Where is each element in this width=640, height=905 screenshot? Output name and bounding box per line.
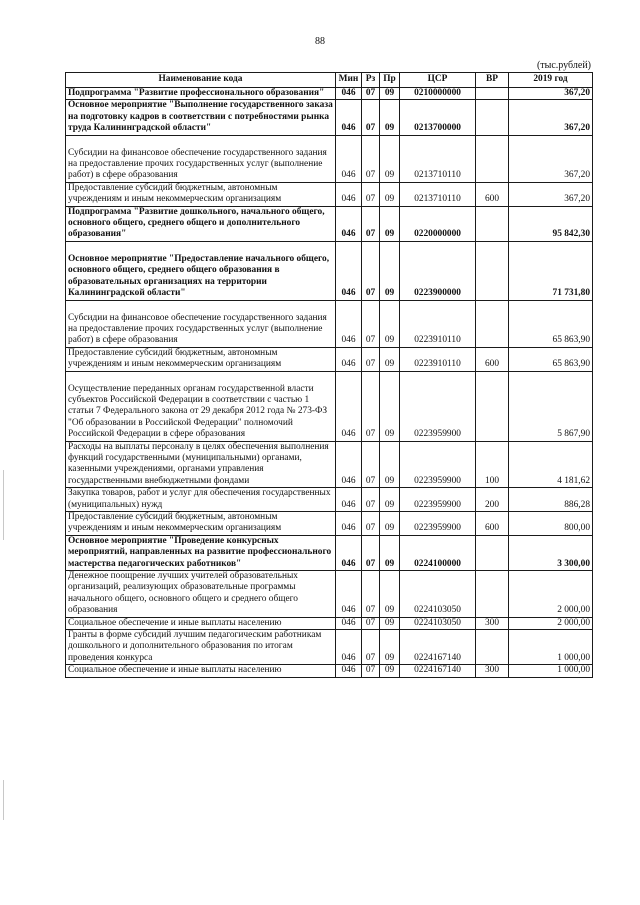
cell-amount: 4 181,62 (509, 441, 593, 488)
cell-vr: 600 (476, 347, 509, 371)
cell-vr: 200 (476, 488, 509, 512)
cell-vr (476, 241, 509, 300)
cell-csr: 0223910110 (400, 300, 476, 347)
cell-csr: 0213710110 (400, 135, 476, 182)
row-name-text: Гранты в форме субсидий лучшим педагогическим работникам дошкольного и дополнительного образования по итогам проведения конкурса (68, 630, 322, 663)
cell-csr: 0224167140 (400, 665, 476, 677)
cell-amount: 95 842,30 (509, 206, 593, 241)
header-rz: Рз (362, 73, 380, 88)
row-name-text: Предоставление субсидий бюджетным, автономным учреждениям и иным некоммерческим организациям (68, 512, 282, 534)
cell-rz: 07 (362, 100, 380, 135)
cell-amount: 1 000,00 (509, 665, 593, 677)
table-row (66, 441, 593, 488)
cell-csr: 0223900000 (400, 241, 476, 300)
cell-amount: 367,20 (509, 100, 593, 135)
cell-rz: 07 (362, 512, 380, 536)
cell-min: 046 (336, 512, 362, 536)
table-body (66, 88, 593, 678)
cell-name (66, 300, 336, 347)
cell-vr: 100 (476, 441, 509, 488)
cell-pr: 09 (380, 135, 400, 182)
row-name-text: Социальное обеспечение и иные выплаты населению (68, 617, 282, 628)
cell-min: 046 (336, 88, 362, 100)
header-pr: Пр (380, 73, 400, 88)
table-row (66, 535, 593, 570)
table-row (66, 100, 593, 135)
cell-name (66, 100, 336, 135)
cell-csr: 0224167140 (400, 630, 476, 665)
cell-pr: 09 (380, 206, 400, 241)
cell-rz: 07 (362, 347, 380, 371)
cell-rz: 07 (362, 371, 380, 441)
cell-vr (476, 371, 509, 441)
cell-vr (476, 206, 509, 241)
cell-pr: 09 (380, 535, 400, 570)
cell-pr: 09 (380, 371, 400, 441)
cell-amount: 65 863,90 (509, 347, 593, 371)
table-header-row (66, 73, 593, 88)
cell-name (66, 371, 336, 441)
row-name-text: Подпрограмма "Развитие дошкольного, начального общего, основного общего, среднего общего и дополнительного образования" (68, 206, 325, 240)
cell-vr: 600 (476, 512, 509, 536)
header-year: 2019 год (509, 73, 593, 88)
cell-rz: 07 (362, 441, 380, 488)
cell-pr: 09 (380, 630, 400, 665)
cell-amount: 5 867,90 (509, 371, 593, 441)
cell-csr: 0223959900 (400, 441, 476, 488)
cell-vr (476, 88, 509, 100)
cell-vr (476, 571, 509, 618)
cell-min: 046 (336, 100, 362, 135)
cell-rz: 07 (362, 571, 380, 618)
cell-rz: 07 (362, 135, 380, 182)
cell-amount: 367,20 (509, 182, 593, 206)
table-row (66, 241, 593, 300)
table-row (66, 571, 593, 618)
table-row (66, 371, 593, 441)
cell-name (66, 535, 336, 570)
cell-csr: 0224100000 (400, 535, 476, 570)
cell-min: 046 (336, 535, 362, 570)
scan-edge-mark (3, 780, 4, 820)
cell-rz: 07 (362, 300, 380, 347)
cell-pr: 09 (380, 100, 400, 135)
cell-name (66, 206, 336, 241)
cell-name (66, 617, 336, 629)
cell-rz: 07 (362, 617, 380, 629)
row-name-text: Осуществление переданных органам государственной власти субъектов Российской Федерации в соответствии с частью 1 статьи 7 Федерального закона от 29 декабря 2012 года № 273-ФЗ "Об образовании в Российской Федерации" полномочий Российской Федерации в сфере образования (68, 383, 328, 440)
cell-csr: 0223959900 (400, 488, 476, 512)
cell-amount: 1 000,00 (509, 630, 593, 665)
cell-pr: 09 (380, 571, 400, 618)
cell-name (66, 88, 336, 100)
cell-pr: 09 (380, 512, 400, 536)
cell-rz: 07 (362, 88, 380, 100)
header-vr: ВР (476, 73, 509, 88)
cell-pr: 09 (380, 88, 400, 100)
cell-pr: 09 (380, 347, 400, 371)
units-label: (тыс.рублей) (536, 60, 591, 71)
cell-amount: 71 731,80 (509, 241, 593, 300)
budget-table (65, 72, 593, 678)
cell-amount: 367,20 (509, 88, 593, 100)
cell-vr (476, 100, 509, 135)
row-name-text: Закупка товаров, работ и услуг для обеспечения государственных (муниципальных) нужд (68, 488, 331, 510)
cell-rz: 07 (362, 182, 380, 206)
table-row (66, 182, 593, 206)
cell-csr: 0224103050 (400, 571, 476, 618)
cell-rz: 07 (362, 535, 380, 570)
cell-pr: 09 (380, 617, 400, 629)
row-name-text: Денежное поощрение лучших учителей образовательных организаций, реализующих образовательные программы начального общего, основного общего и среднего общего образования (68, 571, 298, 616)
row-name-text: Субсидии на финансовое обеспечение государственного задания на предоставление прочих государственных услуг (выполнение работ) в сфере образования (68, 147, 327, 181)
cell-csr: 0223959900 (400, 512, 476, 536)
page-number: 88 (315, 36, 325, 47)
table-row (66, 88, 593, 100)
cell-amount: 65 863,90 (509, 300, 593, 347)
table-row (66, 665, 593, 677)
row-name-text: Расходы на выплаты персоналу в целях обеспечения выполнения функций государственными (муниципальными) органами, казенными учреждениями, органами управления государственными внебюджетными фондами (68, 441, 329, 486)
cell-pr: 09 (380, 488, 400, 512)
cell-name (66, 182, 336, 206)
cell-amount: 886,28 (509, 488, 593, 512)
cell-name (66, 512, 336, 536)
row-name-text: Предоставление субсидий бюджетным, автономным учреждениям и иным некоммерческим организациям (68, 347, 282, 370)
cell-rz: 07 (362, 665, 380, 677)
cell-vr (476, 535, 509, 570)
cell-vr (476, 135, 509, 182)
scan-edge-mark (3, 470, 4, 540)
cell-name (66, 488, 336, 512)
cell-min: 046 (336, 300, 362, 347)
cell-min: 046 (336, 182, 362, 206)
cell-pr: 09 (380, 241, 400, 300)
cell-vr (476, 630, 509, 665)
cell-csr: 0220000000 (400, 206, 476, 241)
table-row (66, 617, 593, 629)
cell-min: 046 (336, 617, 362, 629)
cell-pr: 09 (380, 182, 400, 206)
cell-amount: 367,20 (509, 135, 593, 182)
cell-name (66, 241, 336, 300)
cell-min: 046 (336, 206, 362, 241)
row-name-text: Подпрограмма "Развитие профессионального образования" (68, 88, 325, 98)
cell-name (66, 347, 336, 371)
cell-name (66, 135, 336, 182)
row-name-text: Основное мероприятие "Выполнение государственного заказа на подготовку кадров в соответствии с потребностями рынка труда Калининградской области" (68, 100, 333, 134)
header-csr: ЦСР (400, 73, 476, 88)
table-row (66, 347, 593, 371)
cell-min: 046 (336, 241, 362, 300)
cell-amount: 800,00 (509, 512, 593, 536)
cell-amount: 3 300,00 (509, 535, 593, 570)
cell-min: 046 (336, 135, 362, 182)
cell-name (66, 441, 336, 488)
cell-rz: 07 (362, 206, 380, 241)
cell-pr: 09 (380, 441, 400, 488)
cell-rz: 07 (362, 241, 380, 300)
cell-rz: 07 (362, 630, 380, 665)
cell-min: 046 (336, 571, 362, 618)
cell-csr: 0213710110 (400, 182, 476, 206)
cell-min: 046 (336, 347, 362, 371)
cell-pr: 09 (380, 300, 400, 347)
cell-name (66, 571, 336, 618)
cell-min: 046 (336, 441, 362, 488)
cell-name (66, 630, 336, 665)
table-row (66, 300, 593, 347)
header-name: Наименование кода (66, 73, 336, 88)
cell-csr: 0223910110 (400, 347, 476, 371)
cell-vr: 600 (476, 182, 509, 206)
cell-pr: 09 (380, 665, 400, 677)
row-name-text: Основное мероприятие "Предоставление начального общего, основного общего, среднего общего образования в образовательных организациях на территории Калининградской области" (68, 253, 330, 299)
row-name-text: Социальное обеспечение и иные выплаты населению (68, 665, 282, 676)
cell-rz: 07 (362, 488, 380, 512)
header-min: Мин (336, 73, 362, 88)
table-row (66, 206, 593, 241)
cell-vr: 300 (476, 665, 509, 677)
cell-csr: 0223959900 (400, 371, 476, 441)
cell-vr: 300 (476, 617, 509, 629)
cell-vr (476, 300, 509, 347)
table-row (66, 512, 593, 536)
cell-min: 046 (336, 488, 362, 512)
cell-min: 046 (336, 371, 362, 441)
row-name-text: Предоставление субсидий бюджетным, автономным учреждениям и иным некоммерческим организациям (68, 182, 282, 205)
cell-name (66, 665, 336, 677)
table-row (66, 135, 593, 182)
cell-csr: 0210000000 (400, 88, 476, 100)
cell-csr: 0224103050 (400, 617, 476, 629)
cell-min: 046 (336, 665, 362, 677)
cell-amount: 2 000,00 (509, 571, 593, 618)
cell-min: 046 (336, 630, 362, 665)
table-row (66, 488, 593, 512)
row-name-text: Основное мероприятие "Проведение конкурсных мероприятий, направленных на развитие профессионального мастерства педагогических работников" (68, 535, 332, 569)
table-row (66, 630, 593, 665)
cell-amount: 2 000,00 (509, 617, 593, 629)
cell-csr: 0213700000 (400, 100, 476, 135)
row-name-text: Субсидии на финансовое обеспечение государственного задания на предоставление прочих государственных услуг (выполнение работ) в сфере образования (68, 312, 327, 346)
